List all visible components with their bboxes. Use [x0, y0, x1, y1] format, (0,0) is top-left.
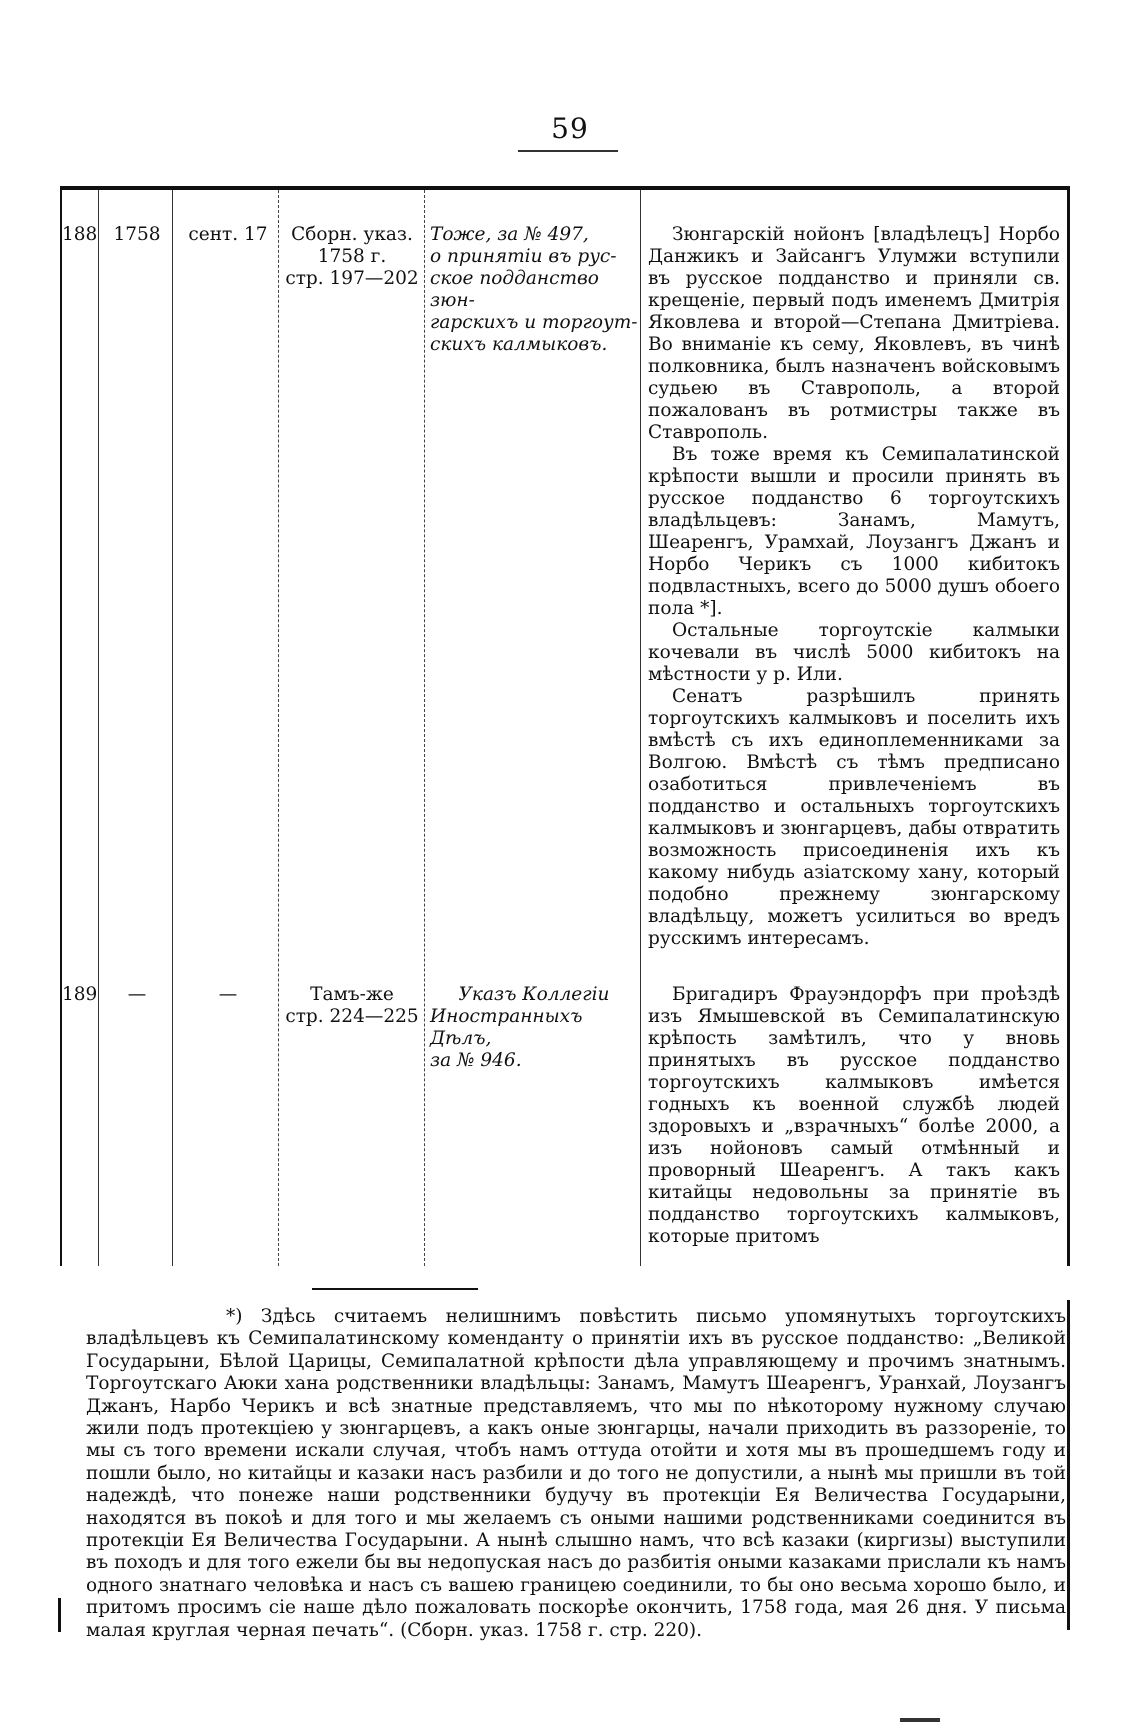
source-line: Сборн. указ.: [291, 224, 413, 245]
source-line: стр. 197—202: [285, 268, 419, 289]
description-paragraph: Въ тоже время къ Семипалатинской крѣпости вышли и просили принять въ русское подданство 6 торгоутскихъ владѣльцевъ: Занамъ, Мамутъ, Шеаренгъ, Урамхай, Лоузангъ Джанъ и Норбо Черикъ съ 1000 кибитокъ подвластныхъ, всего до 5000 душъ обоего пола *].: [648, 444, 1060, 619]
title-line: о принятіи въ рус-: [430, 246, 617, 267]
column-divider-3: [278, 190, 280, 1266]
title-line: за № 946.: [430, 1050, 522, 1071]
column-divider-2: [172, 190, 173, 1266]
column-divider-5: [640, 190, 641, 1266]
row-title: [430, 224, 638, 356]
description-paragraph: Сенатъ разрѣшилъ принять торгоутскихъ калмыковъ и поселить ихъ вмѣстѣ съ ихъ единоплеменниками за Волгою. Вмѣстѣ съ тѣмъ предписано озаботиться привлеченіемъ въ подданство и остальныхъ торгоутскихъ калмыковъ и зюнгарцевъ, дабы отвратить возможность присоединенія ихъ къ какому нибудь азіатскому хану, который подобно прежнему зюнгарскому владѣльцу, можетъ усилиться во вредъ русскимъ интересамъ.: [648, 686, 1061, 949]
row-description: [648, 984, 1060, 1248]
row-year: —: [127, 984, 147, 1005]
description-paragraph: Зюнгарскій нойонъ [владѣлецъ] Норбо Данжикъ и Зайсангъ Улумжи вступили въ русское подданство и приняли св. крещеніе, первый подъ именемъ Дмитрія Яковлева и второй—Степана Дмитріева. Во вниманіе къ сему, Яковлевъ, въ чинѣ полковника, былъ назначенъ войсковымъ судьею въ Ставрополь, а второй пожалованъ въ ротмистры также въ Ставрополь.: [648, 224, 1060, 443]
print-smudge: [900, 1718, 940, 1722]
source-line: 1758 г.: [317, 246, 387, 267]
row-year: 1758: [113, 224, 161, 245]
source-line: Тамъ-же: [310, 984, 394, 1005]
source-line: стр. 224—225: [285, 1006, 419, 1027]
row-number: 189: [62, 984, 98, 1005]
page-number: 59: [551, 112, 589, 145]
row-title: [430, 984, 638, 1072]
footnote: *) Здѣсь считаемъ нелишнимъ повѣстить письмо упомянутыхъ торгоутскихъ владѣльцевъ къ Семипалатинскому коменданту о принятіи ихъ въ русское подданство: „Великой Государыни, Бѣлой Царицы, Семипалатной крѣпости дѣла управляющему и прочимъ знатнымъ. Торгоутскаго Аюки хана родственники владѣльцы: Занамъ, Мамутъ Шеаренгъ, Уранхай, Лоузангъ Джанъ, Нарбо Черикъ и всѣ знатные представляемъ, что мы по нѣкоторому нужному случаю жили подъ протекціею у зюнгарцевъ, а какъ оные зюнгарцы, начали приходить въ раззореніе, то мы съ того времени искали случая, чтобъ намъ оттуда отойти и хотя мы въ прошедшемъ году и пошли было, но китайцы и казаки насъ разбили и до того не допустили, а нынѣ мы пришли въ той надеждѣ, что понеже наши родственники будучу въ протекціи Ея Величества Государыни, находятся въ покоѣ и для того и мы желаемъ съ оными нашими родственниками соединится въ протекціи Ея Величества Государыни. А нынѣ слышно намъ, что всѣ казаки (киргизы) выступили въ походъ и для того ежели бы вы недопуская насъ до разбитія оными казаками прислали къ намъ одного знатнаго человѣка и насъ съ вашею границею соединили, то бы оно весьма хорошо было, и притомъ просимъ сіе наше дѣло пожаловать поскорѣе окончить, 1758 года, мая 26 дня. У письма малая круглая черная печать“. (Сборн. указ. 1758 г. стр. 220).: [86, 1306, 1066, 1641]
column-divider-4: [424, 190, 426, 1266]
title-line: гарскихъ и торгоут-: [430, 312, 638, 333]
margin-rule-left: [58, 1598, 61, 1632]
row-number: 188: [62, 224, 98, 245]
title-line: Указъ Коллегіи: [458, 984, 610, 1005]
row-description: [648, 224, 1060, 950]
title-line: Тоже, за № 497,: [430, 224, 589, 245]
description-paragraph: Бригадиръ Фрауэндорфъ при проѣздѣ изъ Ямышевской въ Семипалатинскую крѣпость замѣтилъ, что у вновь принятыхъ въ русское подданство торгоутскихъ калмыковъ имѣется годныхъ къ военной службѣ людей здоровыхъ и „взрачныхъ“ болѣе 2000, а изъ нойоновъ самый отмѣнный и проворный Шеаренгъ. А такъ какъ китайцы недовольны за принятіе въ подданство торгоутскихъ калмыковъ, которые притомъ: [648, 984, 1060, 1247]
footnote-rule: [312, 1288, 478, 1290]
row-source: [282, 224, 422, 290]
description-paragraph: Остальные торгоутскіе калмыки кочевали въ числѣ 5000 кибитокъ на мѣстности у р. Или.: [648, 620, 1060, 685]
title-line: скихъ калмыковъ.: [430, 334, 608, 355]
title-line: Иностранныхъ Дѣлъ,: [430, 1006, 583, 1049]
margin-rule-right: [1067, 1300, 1070, 1630]
row-date: сент. 17: [188, 224, 268, 245]
row-source: [282, 984, 422, 1028]
column-divider-1: [98, 190, 99, 1266]
row-date: —: [218, 984, 238, 1005]
title-line: ское подданство зюн-: [430, 268, 599, 311]
page-number-rule: [518, 150, 618, 152]
